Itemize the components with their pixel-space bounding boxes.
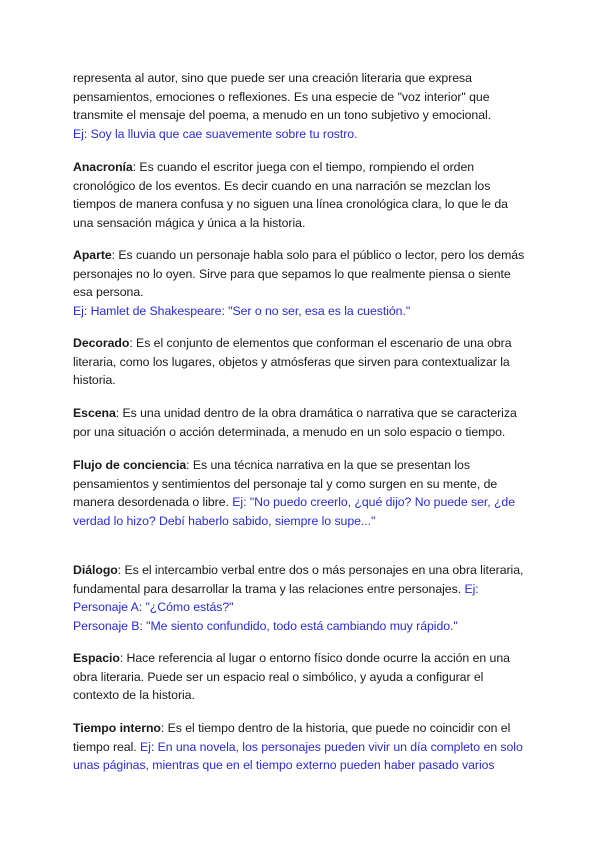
text-line: [73, 649, 510, 668]
text-line: [73, 404, 517, 423]
entry-anacronia: [73, 158, 508, 232]
example-line: Ej: Soy la lluvia que cae suavemente sobre tu rostro.: [73, 126, 358, 141]
example-line: Personaje A: "¿Cómo estás?": [73, 600, 234, 615]
term-title: Decorado: [73, 336, 130, 350]
text-line: [73, 493, 515, 512]
entry-flujo-de-conciencia: [73, 456, 515, 530]
text-line: [73, 580, 523, 599]
text-line: [73, 158, 508, 177]
definition-text: : Es una técnica narrativa en la que se presentan los: [186, 458, 470, 472]
text-line: por una situación o acción determinada, a menudo en un solo espacio o tiempo.: [73, 424, 506, 439]
definition-text: : Es el intercambio verbal entre dos o más personajes en una obra literaria,: [117, 563, 524, 577]
example-line: verdad lo hizo? Debí haberlo sabido, siempre lo supe...": [73, 513, 376, 528]
text-line: [73, 334, 511, 353]
definition-text: : Hace referencia al lugar o entorno físico donde ocurre la acción en una: [119, 651, 510, 665]
example-text: Ej: "No puedo creerlo, ¿qué dijo? No puede ser, ¿de: [232, 495, 516, 510]
definition-text: : Es cuando un personaje habla solo para el público o lector, pero los demás: [111, 248, 525, 262]
term-title: Espacio: [73, 651, 120, 665]
term-title: Tiempo interno: [73, 721, 161, 735]
definition-text: : Es una unidad dentro de la obra dramática o narrativa que se caracteriza: [115, 406, 517, 420]
entry-decorado: [73, 334, 511, 390]
entry-tiempo-interno: [73, 719, 523, 775]
example-line: unas páginas, mientras que en el tiempo externo pueden haber pasado varios: [73, 758, 495, 773]
example-text: Ej: En una novela, los personajes pueden vivir un día completo en solo: [140, 739, 523, 754]
definition-text: tiempo real.: [73, 739, 141, 754]
text-line: [73, 738, 523, 757]
definition-text: : Es el tiempo dentro de la historia, que puede no coincidir con el: [160, 721, 511, 735]
text-line: literaria, como los lugares, objetos y atmósferas que sirven para contextualizar la: [73, 354, 510, 369]
definition-text: manera desordenada o libre.: [73, 495, 233, 510]
term-title: Aparte: [73, 248, 112, 262]
definition-text: : Es cuando el escritor juega con el tiempo, rompiendo el orden: [132, 160, 475, 174]
term-title: Anacronía: [73, 160, 133, 174]
text-line: transmite el mensaje del poema, a menudo en un tono subjetivo y emocional.: [73, 108, 492, 123]
text-line: pensamientos, emociones o reflexiones. Es una especie de "voz interior" que: [73, 89, 490, 104]
text-line: contexto de la historia.: [73, 688, 195, 703]
text-line: [73, 561, 523, 580]
text-line: cronológico de los eventos. Es decir cuando en una narración se mezclan los: [73, 178, 491, 193]
term-title: Diálogo: [73, 563, 118, 577]
entry-espacio: [73, 649, 510, 705]
text-line: representa al autor, sino que puede ser una creación literaria que expresa: [73, 71, 472, 85]
text-line: [73, 719, 523, 738]
text-line: una sensación mágica y única a la historia.: [73, 215, 306, 230]
term-title: Escena: [73, 406, 116, 420]
example-text: Ej:: [464, 581, 479, 596]
text-line: tiempos de manera confusa y no siguen una línea cronológica clara, lo que le da: [73, 197, 508, 212]
example-line: Personaje B: "Me siento confundido, todo está cambiando muy rápido.": [73, 618, 458, 633]
text-line: esa persona.: [73, 285, 144, 300]
text-line: obra literaria. Puede ser un espacio real o simbólico, y ayuda a configurar el: [73, 669, 484, 684]
term-title: Flujo de conciencia: [73, 458, 187, 472]
text-line: historia.: [73, 373, 116, 388]
text-line: [73, 456, 515, 475]
entry-aparte: [73, 246, 524, 320]
text-line: personajes no lo oyen. Sirve para que sepamos lo que realmente piensa o siente: [73, 266, 511, 281]
entry-dialogo: [73, 561, 523, 635]
definition-text: : Es el conjunto de elementos que conforman el escenario de una obra: [129, 336, 512, 350]
entry-escena: [73, 404, 517, 441]
example-line: Ej: Hamlet de Shakespeare: "Ser o no ser, esa es la cuestión.": [73, 303, 411, 318]
text-line: [73, 246, 524, 265]
text-line: pensamientos y sentimientos del personaje tal y como surgen en su mente, de: [73, 476, 498, 491]
definition-text: fundamental para desarrollar la trama y las relaciones entre personajes.: [73, 581, 465, 596]
entry-intro: [73, 69, 491, 143]
